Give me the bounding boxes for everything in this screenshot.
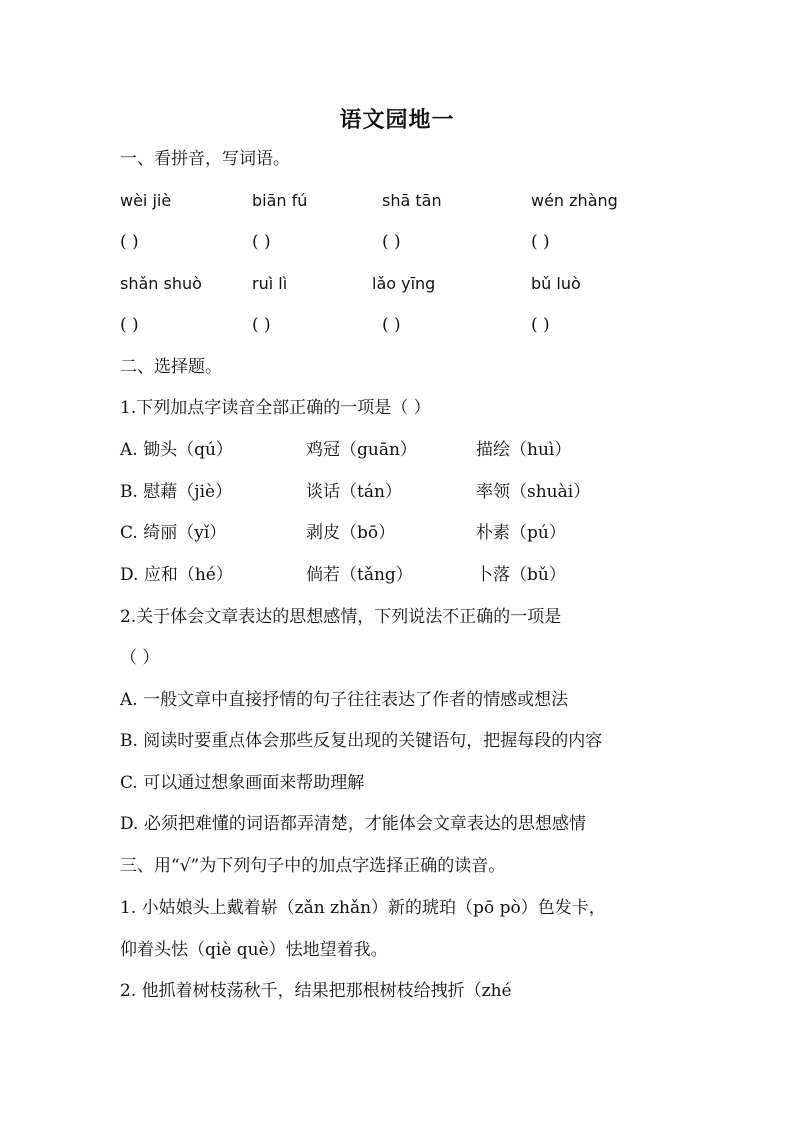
sentence-2-line-1: 2. 他抓着树枝荡秋千，结果把那根树枝给拽折（zhé	[120, 981, 512, 1001]
pinyin-1: wèi jiè	[120, 191, 172, 210]
option-b-2: 谈话（tán）	[306, 482, 402, 502]
answer-blank: ( )	[531, 232, 550, 252]
q2-option-c: C. 可以通过想象画面来帮助理解	[120, 773, 365, 793]
question-2-paren: （ ）	[120, 648, 160, 668]
option-c-3: 朴素（pú）	[476, 523, 566, 543]
q2-option-d: D. 必须把难懂的词语都弄清楚，才能体会文章表达的思想感情	[120, 814, 586, 834]
section1-heading: 一、看拼音，写词语。	[120, 149, 290, 169]
section2-heading: 二、选择题。	[120, 357, 222, 377]
sentence-1-line-1: 1. 小姑娘头上戴着崭（zǎn zhǎn）新的琥珀（pō pò）色发卡，	[120, 898, 606, 918]
option-a-2: 鸡冠（guān）	[306, 440, 417, 460]
answer-blank: ( )	[120, 232, 139, 252]
pinyin-5: shǎn shuò	[120, 274, 202, 293]
pinyin-7: lǎo yīng	[372, 274, 436, 293]
answer-blank: ( )	[382, 232, 401, 252]
answer-blank: ( )	[382, 315, 401, 335]
option-d-2: 倘若（tǎng）	[306, 565, 413, 585]
pinyin-6: ruì lì	[252, 274, 288, 293]
q2-option-a: A. 一般文章中直接抒情的句子往往表达了作者的情感或想法	[120, 690, 569, 710]
option-a-3: 描绘（huì）	[476, 440, 572, 460]
option-c-2: 剥皮（bō）	[306, 523, 396, 543]
option-d-1: D. 应和（hé）	[120, 565, 233, 585]
option-b-1: B. 慰藉（jiè）	[120, 482, 233, 502]
q2-option-b: B. 阅读时要重点体会那些反复出现的关键语句，把握每段的内容	[120, 731, 603, 751]
option-b-3: 率领（shuài）	[476, 482, 591, 502]
pinyin-3: shā tān	[382, 191, 442, 210]
answer-blank: ( )	[252, 232, 271, 252]
option-c-1: C. 绮丽（yǐ）	[120, 523, 227, 543]
question-2-stem: 2.关于体会文章表达的思想感情，下列说法不正确的一项是	[120, 607, 562, 627]
section3-heading: 三、用“√”为下列句子中的加点字选择正确的读音。	[120, 856, 506, 876]
answer-blank: ( )	[120, 315, 139, 335]
answer-blank: ( )	[252, 315, 271, 335]
option-d-3: 卜落（bǔ）	[476, 565, 566, 585]
option-a-1: A. 锄头（qú）	[120, 440, 233, 460]
pinyin-8: bǔ luò	[531, 274, 581, 293]
page-title: 语文园地一	[339, 107, 455, 133]
question-1-stem: 1.下列加点字读音全部正确的一项是（ ）	[120, 398, 431, 418]
answer-blank: ( )	[531, 315, 550, 335]
pinyin-4: wén zhàng	[531, 191, 618, 210]
pinyin-2: biān fú	[252, 191, 308, 210]
sentence-1-line-2: 仰着头怯（qiè què）怯地望着我。	[120, 940, 388, 960]
